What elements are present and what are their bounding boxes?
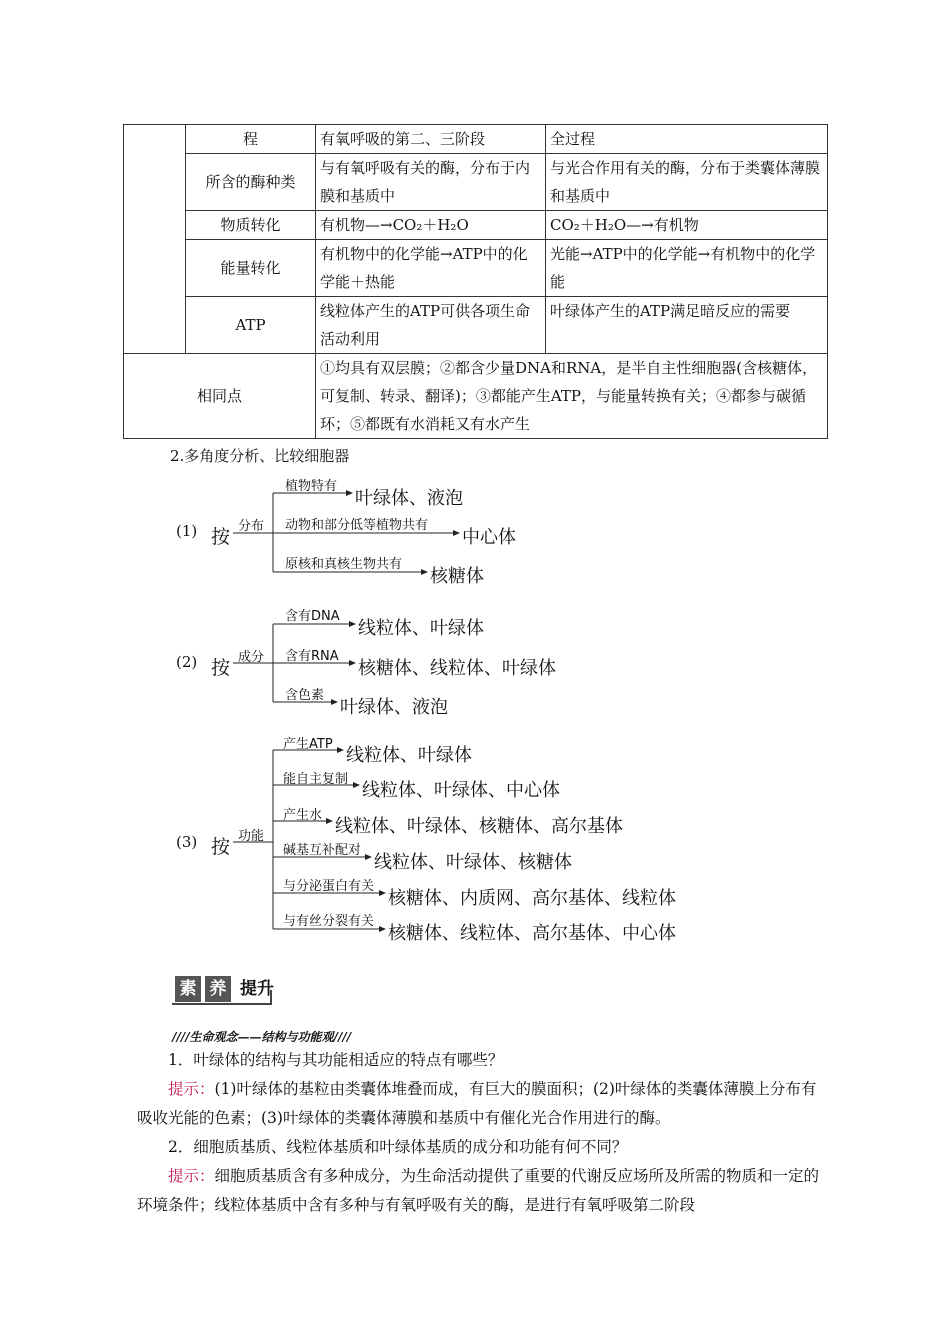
same-text: ①均具有双层膜；②都含少量DNA和RNA，是半自主性细胞器(含核糖体，可复制、转录、翻译)；③都能产生ATP，与能量转换有关；④都参与碳循环；⑤都既有水消耗又有水产生 [316,354,828,439]
badge-char: 养 [205,976,231,1002]
diagram-by-label: 按 [211,526,231,548]
result-text: 线粒体、叶绿体 [346,745,472,766]
condition-label: 与分泌蛋白有关 [283,879,375,894]
result-text: 中心体 [462,527,516,548]
answer-2 [137,1162,827,1220]
condition-label: 含有RNA [285,649,339,664]
diagram-by-label: 按 [211,836,231,858]
question-2: 2．细胞质基质、线粒体基质和叶绿体基质的成分和功能有何不同？ [168,1138,628,1156]
hint-label: 提示： [168,1080,215,1098]
badge-underline [270,990,272,1004]
row-label: 所含的酶种类 [186,154,316,211]
mito-cell: 有氧呼吸的第二、三阶段 [316,125,546,154]
chloro-cell: 光能→ATP中的化学能→有机物中的化学能 [546,240,828,297]
row-label: 物质转化 [186,211,316,240]
diagram-by-label: 按 [211,657,231,679]
branch-label: 成分 [238,650,265,665]
result-text: 核糖体、线粒体、叶绿体 [358,658,556,679]
hint-label: 提示： [168,1167,215,1185]
condition-label: 动物和部分低等植物共有 [285,518,429,533]
chloro-cell: 与光合作用有关的酶，分布于类囊体薄膜和基质中 [546,154,828,211]
answer-text: (1)叶绿体的基粒由类囊体堆叠而成，有巨大的膜面积；(2)叶绿体的类囊体薄膜上分布有吸收光能的色素；(3)叶绿体的类囊体薄膜和基质中有催化光合作用进行的酶。 [137,1080,817,1127]
result-text: 线粒体、叶绿体、核糖体、高尔基体 [335,816,623,837]
condition-label: 产生ATP [283,737,333,752]
condition-label: 植物特有 [285,479,338,494]
mito-cell: 与有氧呼吸有关的酶，分布于内膜和基质中 [316,154,546,211]
condition-label: 与有丝分裂有关 [283,914,375,929]
row-label: 程 [186,125,316,154]
result-text: 叶绿体、液泡 [340,697,448,718]
answer-1 [137,1075,827,1133]
branch-label: 分布 [238,519,265,534]
mito-cell: 有机物—→CO₂＋H₂O [316,211,546,240]
condition-label: 能自主复制 [283,772,349,787]
row-label: ATP [186,297,316,354]
result-text: 线粒体、叶绿体、中心体 [362,780,560,801]
badge-char: 素 [175,976,201,1002]
question-1: 1．叶绿体的结构与其功能相适应的特点有哪些？ [168,1051,504,1069]
result-text: 核糖体 [430,566,484,587]
section-title: 2.多角度分析、比较细胞器 [170,447,350,465]
condition-label: 产生水 [283,808,323,823]
mito-cell: 线粒体产生的ATP可供各项生命活动利用 [316,297,546,354]
condition-label: 含色素 [285,688,325,703]
diagram-number: (2) [176,653,198,671]
mito-cell: 有机物中的化学能→ATP中的化学能＋热能 [316,240,546,297]
qa-section [137,1046,827,1220]
chloro-cell: CO₂＋H₂O—→有机物 [546,211,828,240]
badge-rest: 提升 [240,979,274,999]
diagram-number: (3) [176,833,198,851]
result-text: 叶绿体、液泡 [355,488,463,509]
condition-label: 原核和真核生物共有 [285,557,403,572]
result-text: 线粒体、叶绿体、核糖体 [374,852,572,873]
result-text: 核糖体、内质网、高尔基体、线粒体 [388,888,676,909]
chloro-cell: 全过程 [546,125,828,154]
result-text: 线粒体、叶绿体 [358,618,484,639]
same-label: 相同点 [124,354,316,439]
branch-label: 功能 [238,829,265,844]
row-label: 能量转化 [186,240,316,297]
condition-label: 碱基互补配对 [283,843,362,858]
answer-text: 细胞质基质含有多种成分，为生命活动提供了重要的代谢反应场所及所需的物质和一定的环境条件；线粒体基质中含有多种与有氧呼吸有关的酶，是进行有氧呼吸第二阶段 [137,1167,820,1214]
chloro-cell: 叶绿体产生的ATP满足暗反应的需要 [546,297,828,354]
diagram-number: (1) [176,522,198,540]
condition-label: 含有DNA [285,609,340,624]
result-text: 核糖体、线粒体、高尔基体、中心体 [388,923,676,944]
badge-underline [172,1003,272,1005]
subheading: ////生命观念——结构与功能观//// [172,1030,352,1044]
